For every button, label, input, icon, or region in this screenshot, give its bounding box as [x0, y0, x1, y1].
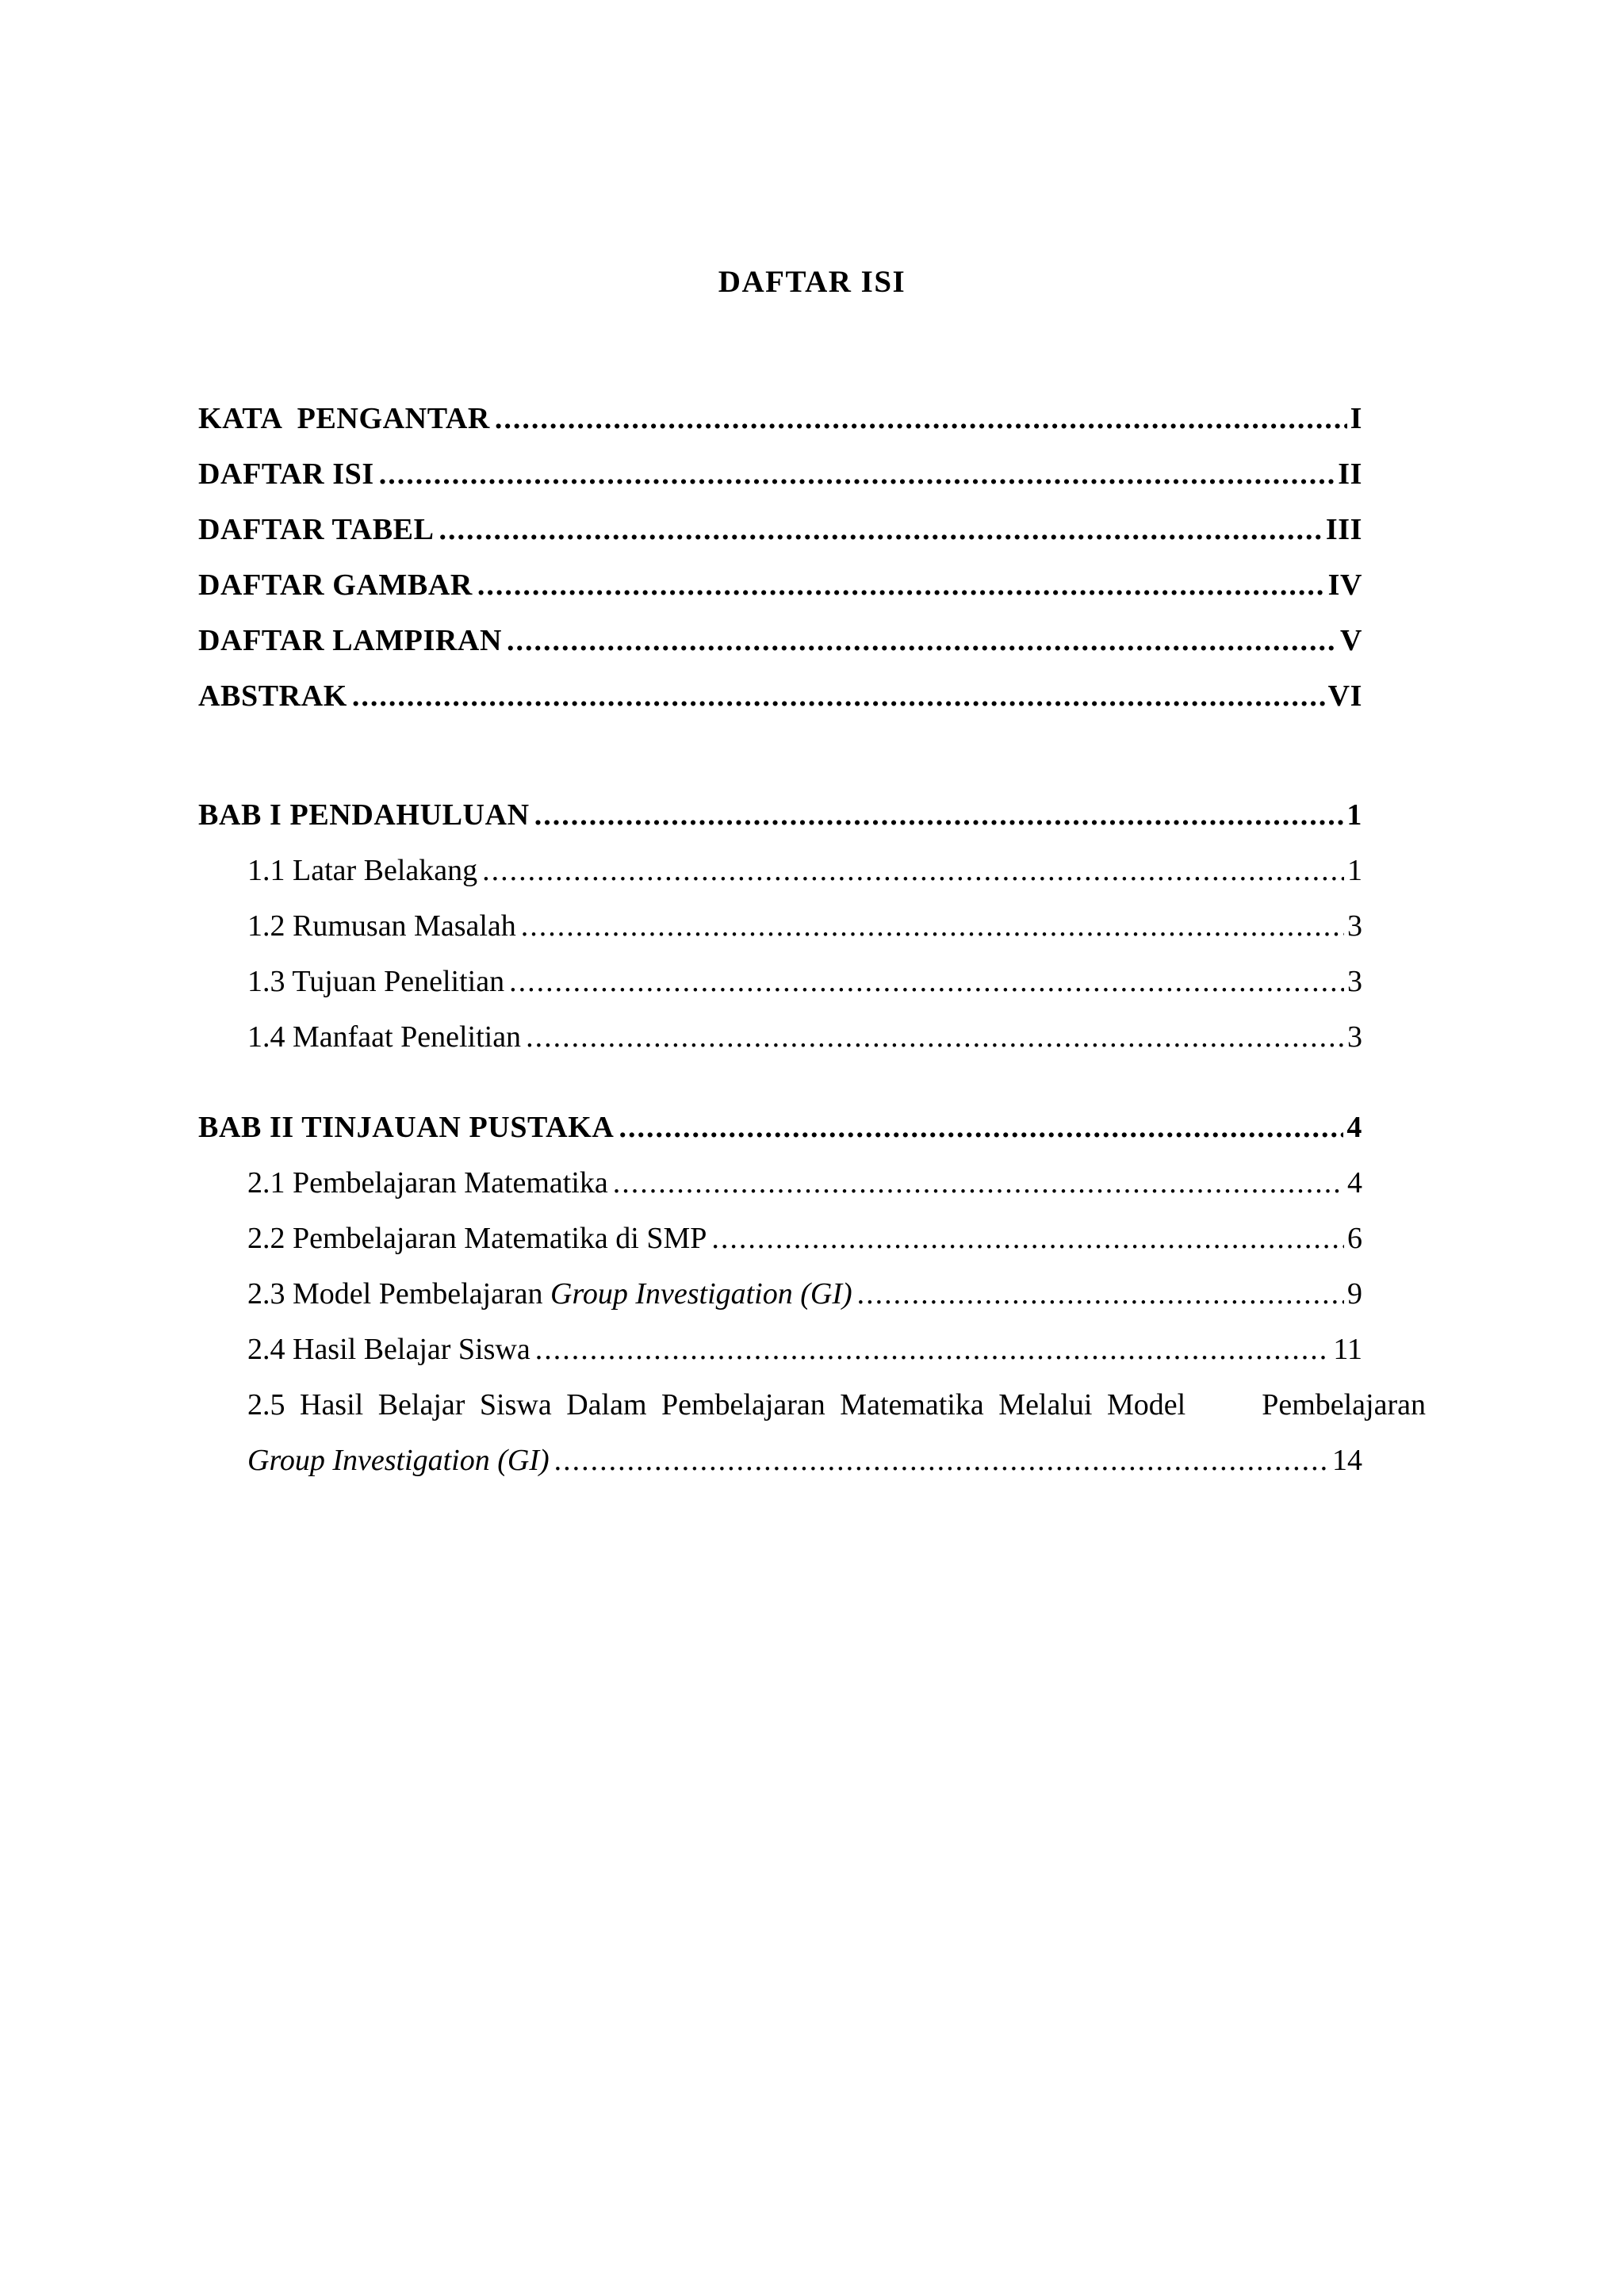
toc-entry-daftar-isi[interactable] [198, 455, 1362, 493]
toc-entry-label: 2.5 Hasil Belajar Siswa Dalam Pembelajaran Matematika Melalui Model [247, 1388, 1186, 1422]
dot-leader [379, 455, 1335, 493]
dot-leader [352, 677, 1325, 715]
toc-page-number: 3 [1347, 1020, 1362, 1054]
dot-leader [613, 1164, 1344, 1202]
toc-entry-label: BAB I PENDAHULUAN [198, 798, 530, 832]
dot-leader [535, 1330, 1331, 1368]
toc-page-number: 3 [1347, 965, 1362, 998]
toc-entry-label-italic: Group Investigation (GI) [550, 1277, 852, 1311]
toc-entry-label: ABSTRAK [198, 679, 347, 713]
dot-leader [482, 851, 1344, 890]
toc-page-number: V [1339, 624, 1362, 657]
dot-leader [711, 1219, 1344, 1257]
toc-entry-label: 1.3 Tujuan Penelitian [247, 965, 505, 998]
toc-page-number: 1 [1347, 854, 1362, 887]
toc-entry-1-2[interactable] [247, 907, 1362, 945]
toc-entry-bab-2[interactable] [198, 1108, 1362, 1146]
toc-entry-daftar-gambar[interactable] [198, 566, 1362, 604]
dot-leader [526, 1018, 1344, 1056]
toc-entry-abstrak[interactable] [198, 677, 1362, 715]
toc-page-number: 3 [1347, 909, 1362, 943]
dot-leader [521, 907, 1344, 945]
toc-entry-bab-1[interactable] [198, 796, 1362, 834]
toc-entry-label: 1.1 Latar Belakang [247, 854, 478, 887]
toc-page-number: 4 [1347, 1166, 1362, 1200]
dot-leader [477, 566, 1325, 604]
toc-entry-label-continued: Pembelajaran [1262, 1388, 1426, 1422]
dot-leader [507, 622, 1337, 660]
toc-entry-1-3[interactable] [247, 962, 1362, 1001]
toc-entry-daftar-tabel[interactable] [198, 511, 1362, 549]
toc-entry-label: 2.1 Pembelajaran Matematika [247, 1166, 608, 1200]
toc-page-number: III [1325, 513, 1362, 546]
toc-page-number: I [1350, 402, 1362, 435]
toc-page-number: 11 [1333, 1333, 1362, 1366]
toc-entry-2-3[interactable] [247, 1275, 1362, 1313]
dot-leader [509, 962, 1344, 1001]
toc-entry-1-1[interactable] [247, 851, 1362, 890]
toc-entry-2-5-line-1[interactable] [247, 1386, 1426, 1424]
toc-page-number: 4 [1346, 1111, 1362, 1144]
toc-entry-2-4[interactable] [247, 1330, 1362, 1368]
dot-leader [495, 400, 1347, 438]
toc-page-number: 1 [1346, 798, 1362, 832]
toc-entry-2-2[interactable] [247, 1219, 1362, 1257]
dot-leader [534, 796, 1344, 834]
toc-entry-label-italic: Group Investigation (GI) [247, 1444, 550, 1477]
toc-entry-label: 1.4 Manfaat Penelitian [247, 1020, 522, 1054]
toc-entry-kata-pengantar[interactable] [198, 400, 1362, 438]
toc-entry-label: DAFTAR TABEL [198, 513, 435, 546]
toc-entry-2-5-line-2[interactable] [247, 1441, 1362, 1479]
dot-leader [554, 1441, 1329, 1479]
toc-entry-label: 1.2 Rumusan Masalah [247, 909, 516, 943]
page-title: DAFTAR ISI [718, 265, 906, 299]
toc-page-number: VI [1327, 679, 1362, 713]
toc-entry-label: 2.4 Hasil Belajar Siswa [247, 1333, 530, 1366]
toc-page-number: 14 [1332, 1444, 1362, 1477]
toc-entry-daftar-lampiran[interactable] [198, 622, 1362, 660]
toc-entry-label: DAFTAR ISI [198, 457, 374, 491]
dot-leader [619, 1108, 1343, 1146]
toc-entry-label [247, 1441, 550, 1479]
toc-entry-label: 2.2 Pembelajaran Matematika di SMP [247, 1222, 707, 1255]
toc-entry-1-4[interactable] [247, 1018, 1362, 1056]
dot-leader [857, 1275, 1344, 1313]
toc-entry-label: DAFTAR LAMPIRAN [198, 624, 502, 657]
toc-page-number: 6 [1347, 1222, 1362, 1255]
toc-entry-2-1[interactable] [247, 1164, 1362, 1202]
toc-entry-label-plain: 2.3 Model Pembelajaran [247, 1277, 551, 1311]
toc-entry-label: DAFTAR GAMBAR [198, 568, 473, 602]
dot-leader [439, 511, 1323, 549]
toc-page-number: 9 [1347, 1277, 1362, 1311]
toc-entry-label: KATA PENGANTAR [198, 402, 490, 435]
toc-entry-label: BAB II TINJAUAN PUSTAKA [198, 1111, 615, 1144]
toc-page-number: IV [1327, 568, 1362, 602]
toc-page-number: II [1338, 457, 1362, 491]
toc-entry-label [247, 1275, 852, 1313]
